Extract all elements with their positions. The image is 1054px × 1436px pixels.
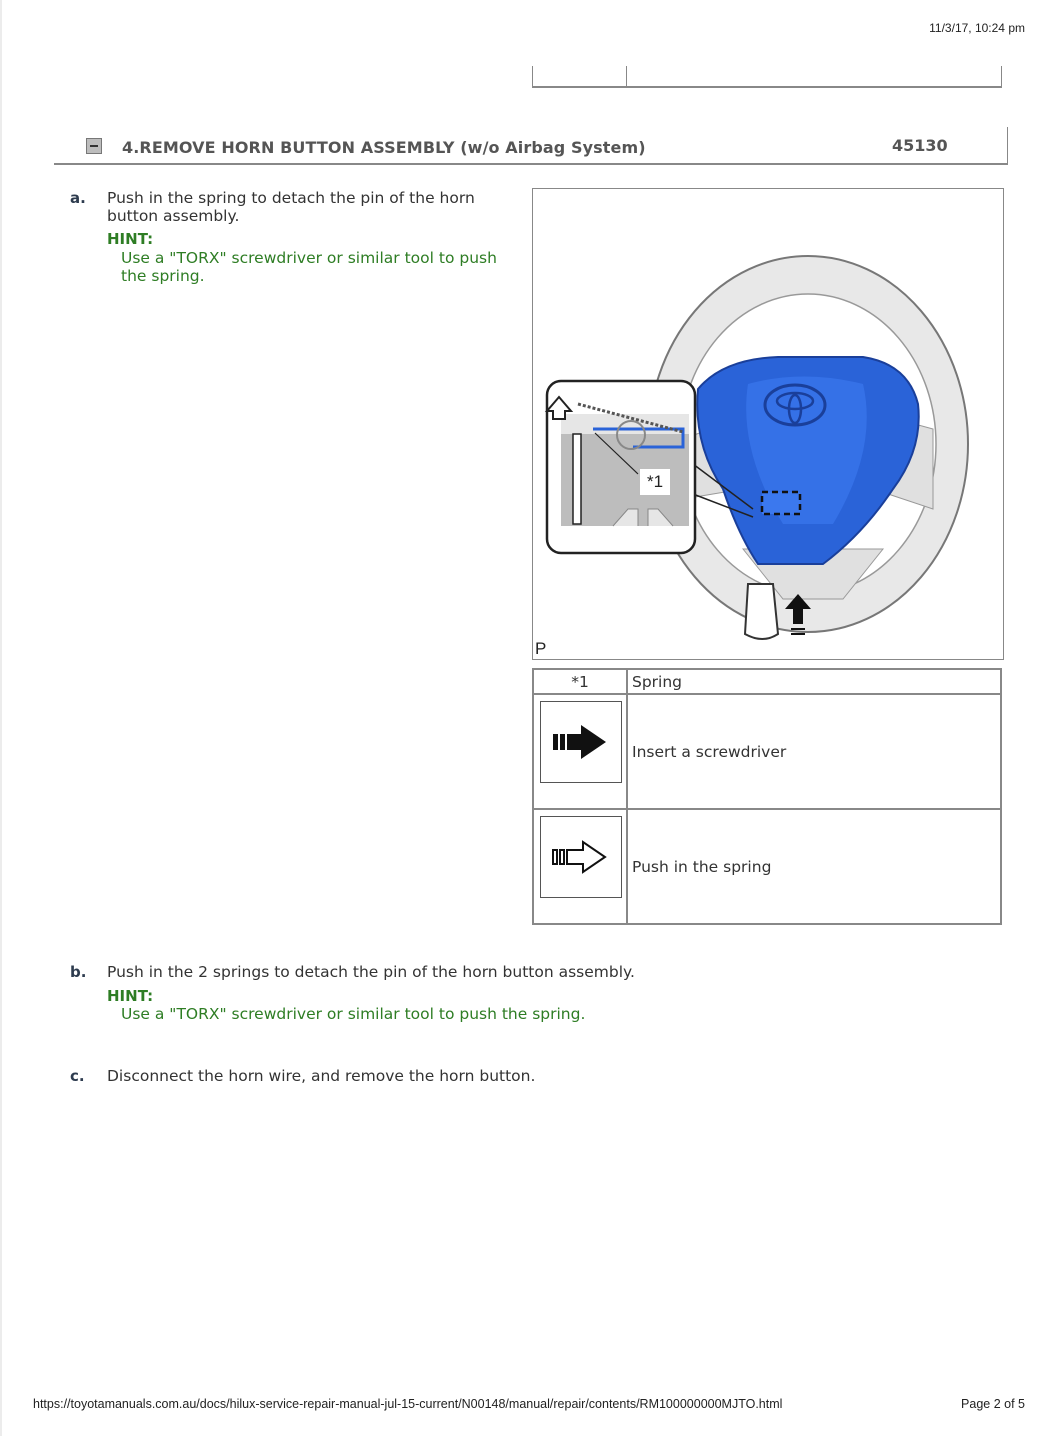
print-footer-page: Page 2 of 5 <box>961 1397 1025 1411</box>
legend-key: *1 <box>533 669 627 694</box>
legend-value: Push in the spring <box>627 809 1001 924</box>
print-footer-url: https://toyotamanuals.com.au/docs/hilux-service-repair-manual-jul-15-current/N00148/manual/repair/contents/RM100000000MJTO.html <box>33 1397 783 1411</box>
step-text-line1: Push in the spring to detach the pin of the horn <box>107 189 475 207</box>
hint-text-line1: Use a "TORX" screwdriver or similar tool to push <box>121 249 497 267</box>
steering-column <box>745 584 778 639</box>
legend-value: Spring <box>627 669 1001 694</box>
steering-wheel-illustration <box>532 188 1004 660</box>
hint-label: HINT: <box>107 230 154 248</box>
solid-arrow-right-icon <box>540 701 622 783</box>
step-marker: c. <box>70 1067 85 1085</box>
step-b <box>70 963 770 1023</box>
print-date: 11/3/17, 10:24 pm <box>929 21 1025 35</box>
table-row <box>533 694 1001 809</box>
page-edge <box>0 0 2 1436</box>
step-text: Push in the 2 springs to detach the pin of the horn button assembly. <box>107 963 635 981</box>
previous-table-fragment <box>532 66 1002 88</box>
step-marker: a. <box>70 189 86 207</box>
table-row <box>533 809 1001 924</box>
hint-text-line2: the spring. <box>121 267 205 285</box>
section-code: 45130 <box>892 136 948 155</box>
minus-square-icon[interactable] <box>86 138 102 154</box>
step-text: Disconnect the horn wire, and remove the horn button. <box>107 1067 536 1085</box>
step-text-line2: button assembly. <box>107 207 240 225</box>
steering-wheel-drawing <box>533 189 1003 659</box>
callout-label: *1 <box>640 469 670 495</box>
hint-label: HINT: <box>107 987 154 1005</box>
step-c <box>70 1067 770 1087</box>
step-marker: b. <box>70 963 87 981</box>
legend-table <box>532 668 1002 925</box>
table-divider <box>626 66 627 86</box>
section-header <box>54 127 1008 165</box>
hint-text: Use a "TORX" screwdriver or similar tool to push the spring. <box>121 1005 586 1023</box>
section-title: 4.REMOVE HORN BUTTON ASSEMBLY (w/o Airbag System) <box>122 138 646 157</box>
target-area-marker <box>762 492 800 514</box>
legend-value: Insert a screwdriver <box>627 694 1001 809</box>
step-a <box>70 189 520 299</box>
table-row <box>533 669 1001 694</box>
inset-screwdriver <box>573 434 581 524</box>
illustration-code: P <box>535 639 547 658</box>
outline-arrow-right-icon <box>540 816 622 898</box>
